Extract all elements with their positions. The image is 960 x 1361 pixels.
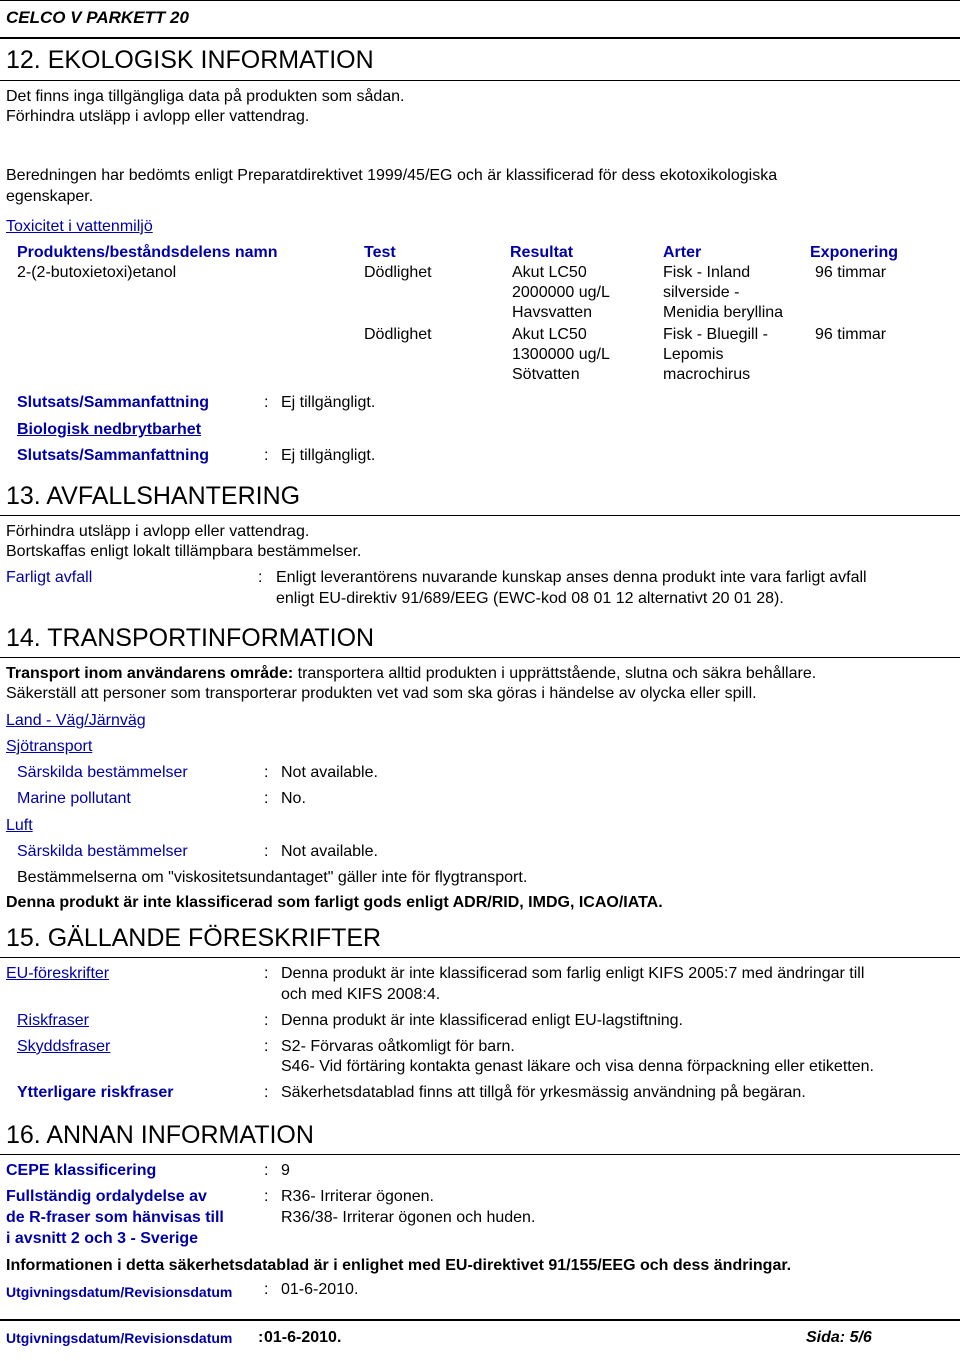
air-special-colon: :: [264, 843, 269, 860]
transport-line-2: Säkerställ att personer som transporterar produkten vet vad som ska göras i händelse av olycka eller spill.: [6, 685, 757, 702]
extra-risk-phrases-value: Säkerhetsdatablad finns att tillgå för yrkesmässig användning på begäran.: [281, 1084, 806, 1101]
sds-compliance-note: Informationen i detta säkerhetsdatablad är i enlighet med EU-direktivet 91/155/EEG och dess ändringar.: [6, 1257, 792, 1274]
eu-regulations-colon: :: [264, 965, 269, 982]
row1-exposure: 96 timmar: [815, 264, 887, 281]
summary-colon: :: [264, 394, 269, 411]
section-divider: [0, 80, 960, 81]
row1-species: Fisk - Inland silverside - Menidia beryllina: [663, 264, 784, 321]
revision-date-value: 01-6-2010.: [281, 1281, 359, 1298]
eu-regulations-value-2: och med KIFS 2008:4.: [281, 986, 441, 1003]
section-14-title: 14. TRANSPORTINFORMATION: [6, 624, 375, 652]
summary-label: Slutsats/Sammanfattning: [17, 394, 210, 411]
s12-assessment-1: Beredningen har bedömts enligt Preparatdirektivet 1999/45/EG och är klassificerad för dess ekotoxikologiska: [6, 167, 778, 184]
sea-special-label: Särskilda bestämmelser: [17, 764, 188, 781]
marine-pollutant-colon: :: [264, 790, 269, 807]
marine-pollutant-label: Marine pollutant: [17, 790, 131, 807]
air-special-value: Not available.: [281, 843, 378, 860]
eu-regulations-label: EU-föreskrifter: [6, 965, 110, 982]
risk-phrases-label: Riskfraser: [17, 1012, 90, 1029]
risk-phrases-colon: :: [264, 1012, 269, 1029]
cepe-label: CEPE klassificering: [6, 1162, 157, 1179]
viscosity-note: Bestämmelserna om "viskositetsundantaget" gäller inte för flygtransport.: [17, 869, 528, 886]
safety-phrases-label: Skyddsfraser: [17, 1038, 111, 1055]
footer-date-value: 01-6-2010.: [264, 1329, 342, 1346]
footer-date-colon: :: [258, 1329, 264, 1346]
full-text-value-2: R36/38- Irriterar ögonen och huden.: [281, 1209, 536, 1226]
summary2-label: Slutsats/Sammanfattning: [17, 447, 210, 464]
extra-risk-phrases-label: Ytterligare riskfraser: [17, 1084, 174, 1101]
row1-result: Akut LC50 2000000 ug/L Havsvatten: [512, 264, 610, 321]
revision-date-label: Utgivningsdatum/Revisionsdatum: [6, 1284, 233, 1300]
safety-phrases-value-2: S46- Vid förtäring kontakta genast läkare och visa denna förpackning eller etiketten.: [281, 1058, 874, 1075]
col-header-result: Resultat: [510, 244, 574, 261]
page-number: Sida: 5/6: [806, 1329, 872, 1346]
footer-date-label: Utgivningsdatum/Revisionsdatum: [6, 1330, 233, 1346]
full-text-label-3: i avsnitt 2 och 3 - Sverige: [6, 1230, 199, 1247]
revision-date-colon: :: [264, 1281, 269, 1298]
safety-phrases-colon: :: [264, 1038, 269, 1055]
col-header-name: Produktens/beståndsdelens namn: [17, 244, 278, 261]
col-header-exposure: Exponering: [810, 244, 899, 261]
col-header-species: Arter: [663, 244, 702, 261]
safety-phrases-value-1: S2- Förvaras oåtkomligt för barn.: [281, 1038, 515, 1055]
row2-species: Fisk - Bluegill - Lepomis macrochirus: [663, 326, 768, 383]
section-16-title: 16. ANNAN INFORMATION: [6, 1121, 314, 1149]
full-text-label-2: de R-fraser som hänvisas till: [6, 1209, 224, 1226]
s13-line-2: Bortskaffas enligt lokalt tillämpbara bestämmelser.: [6, 543, 362, 560]
row2-exposure: 96 timmar: [815, 326, 887, 343]
section-13-title: 13. AVFALLSHANTERING: [6, 482, 301, 510]
eu-regulations-value-1: Denna produkt är inte klassificerad som farlig enligt KIFS 2005:7 med ändringar till: [281, 965, 865, 982]
s12-intro-1: Det finns inga tillgängliga data på produkten som sådan.: [6, 88, 405, 105]
section-divider: [0, 515, 960, 516]
toxicity-heading: Toxicitet i vattenmiljö: [6, 218, 153, 235]
cepe-colon: :: [264, 1162, 269, 1179]
transport-user-label: Transport inom användarens område:: [6, 665, 294, 682]
transport-user-line: [6, 664, 816, 684]
summary2-colon: :: [264, 447, 269, 464]
transport-user-text: transportera alltid produkten i upprättstående, slutna och säkra behållare.: [293, 665, 817, 682]
marine-pollutant-value: No.: [281, 790, 306, 807]
summary-value: Ej tillgängligt.: [281, 394, 376, 411]
not-dangerous-goods: Denna produkt är inte klassificerad som farligt gods enligt ADR/RID, IMDG, ICAO/IATA.: [6, 894, 663, 911]
row1-test: Dödlighet: [364, 264, 432, 281]
full-text-label-1: Fullständig ordalydelse av: [6, 1188, 207, 1205]
hazardous-waste-value-2: enligt EU-direktiv 91/689/EEG (EWC-kod 08 01 12 alternativt 20 01 28).: [276, 590, 784, 607]
product-name: CELCO V PARKETT 20: [6, 8, 189, 27]
section-15-title: 15. GÄLLANDE FÖRESKRIFTER: [6, 924, 382, 952]
s13-line-1: Förhindra utsläpp i avlopp eller vattendrag.: [6, 523, 310, 540]
hazardous-waste-value-1: Enligt leverantörens nuvarande kunskap anses denna produkt inte vara farligt avfall: [276, 569, 867, 586]
row2-test: Dödlighet: [364, 326, 432, 343]
land-heading: Land - Väg/Järnväg: [6, 712, 146, 729]
section-divider: [0, 957, 960, 958]
row2-result: Akut LC50 1300000 ug/L Sötvatten: [512, 326, 610, 383]
full-text-value-1: R36- Irriterar ögonen.: [281, 1188, 434, 1205]
hazardous-waste-label: Farligt avfall: [6, 569, 93, 586]
section-divider: [0, 1154, 960, 1155]
section-12-title: 12. EKOLOGISK INFORMATION: [6, 46, 374, 74]
summary2-value: Ej tillgängligt.: [281, 447, 376, 464]
sea-special-value: Not available.: [281, 764, 378, 781]
sea-heading: Sjötransport: [6, 738, 93, 755]
air-special-label: Särskilda bestämmelser: [17, 843, 188, 860]
section-divider: [0, 657, 960, 658]
air-heading: Luft: [6, 817, 33, 834]
extra-risk-phrases-colon: :: [264, 1084, 269, 1101]
full-text-colon: :: [264, 1188, 269, 1205]
risk-phrases-value: Denna produkt är inte klassificerad enligt EU-lagstiftning.: [281, 1012, 683, 1029]
s12-intro-2: Förhindra utsläpp i avlopp eller vattendrag.: [6, 108, 310, 125]
col-header-test: Test: [364, 244, 396, 261]
s12-assessment-2: egenskaper.: [6, 188, 94, 205]
biodegradability-heading: Biologisk nedbrytbarhet: [17, 421, 202, 438]
sea-special-colon: :: [264, 764, 269, 781]
substance-name: 2-(2-butoxietoxi)etanol: [17, 264, 177, 281]
hazardous-waste-colon: :: [258, 569, 263, 586]
cepe-value: 9: [281, 1162, 290, 1179]
